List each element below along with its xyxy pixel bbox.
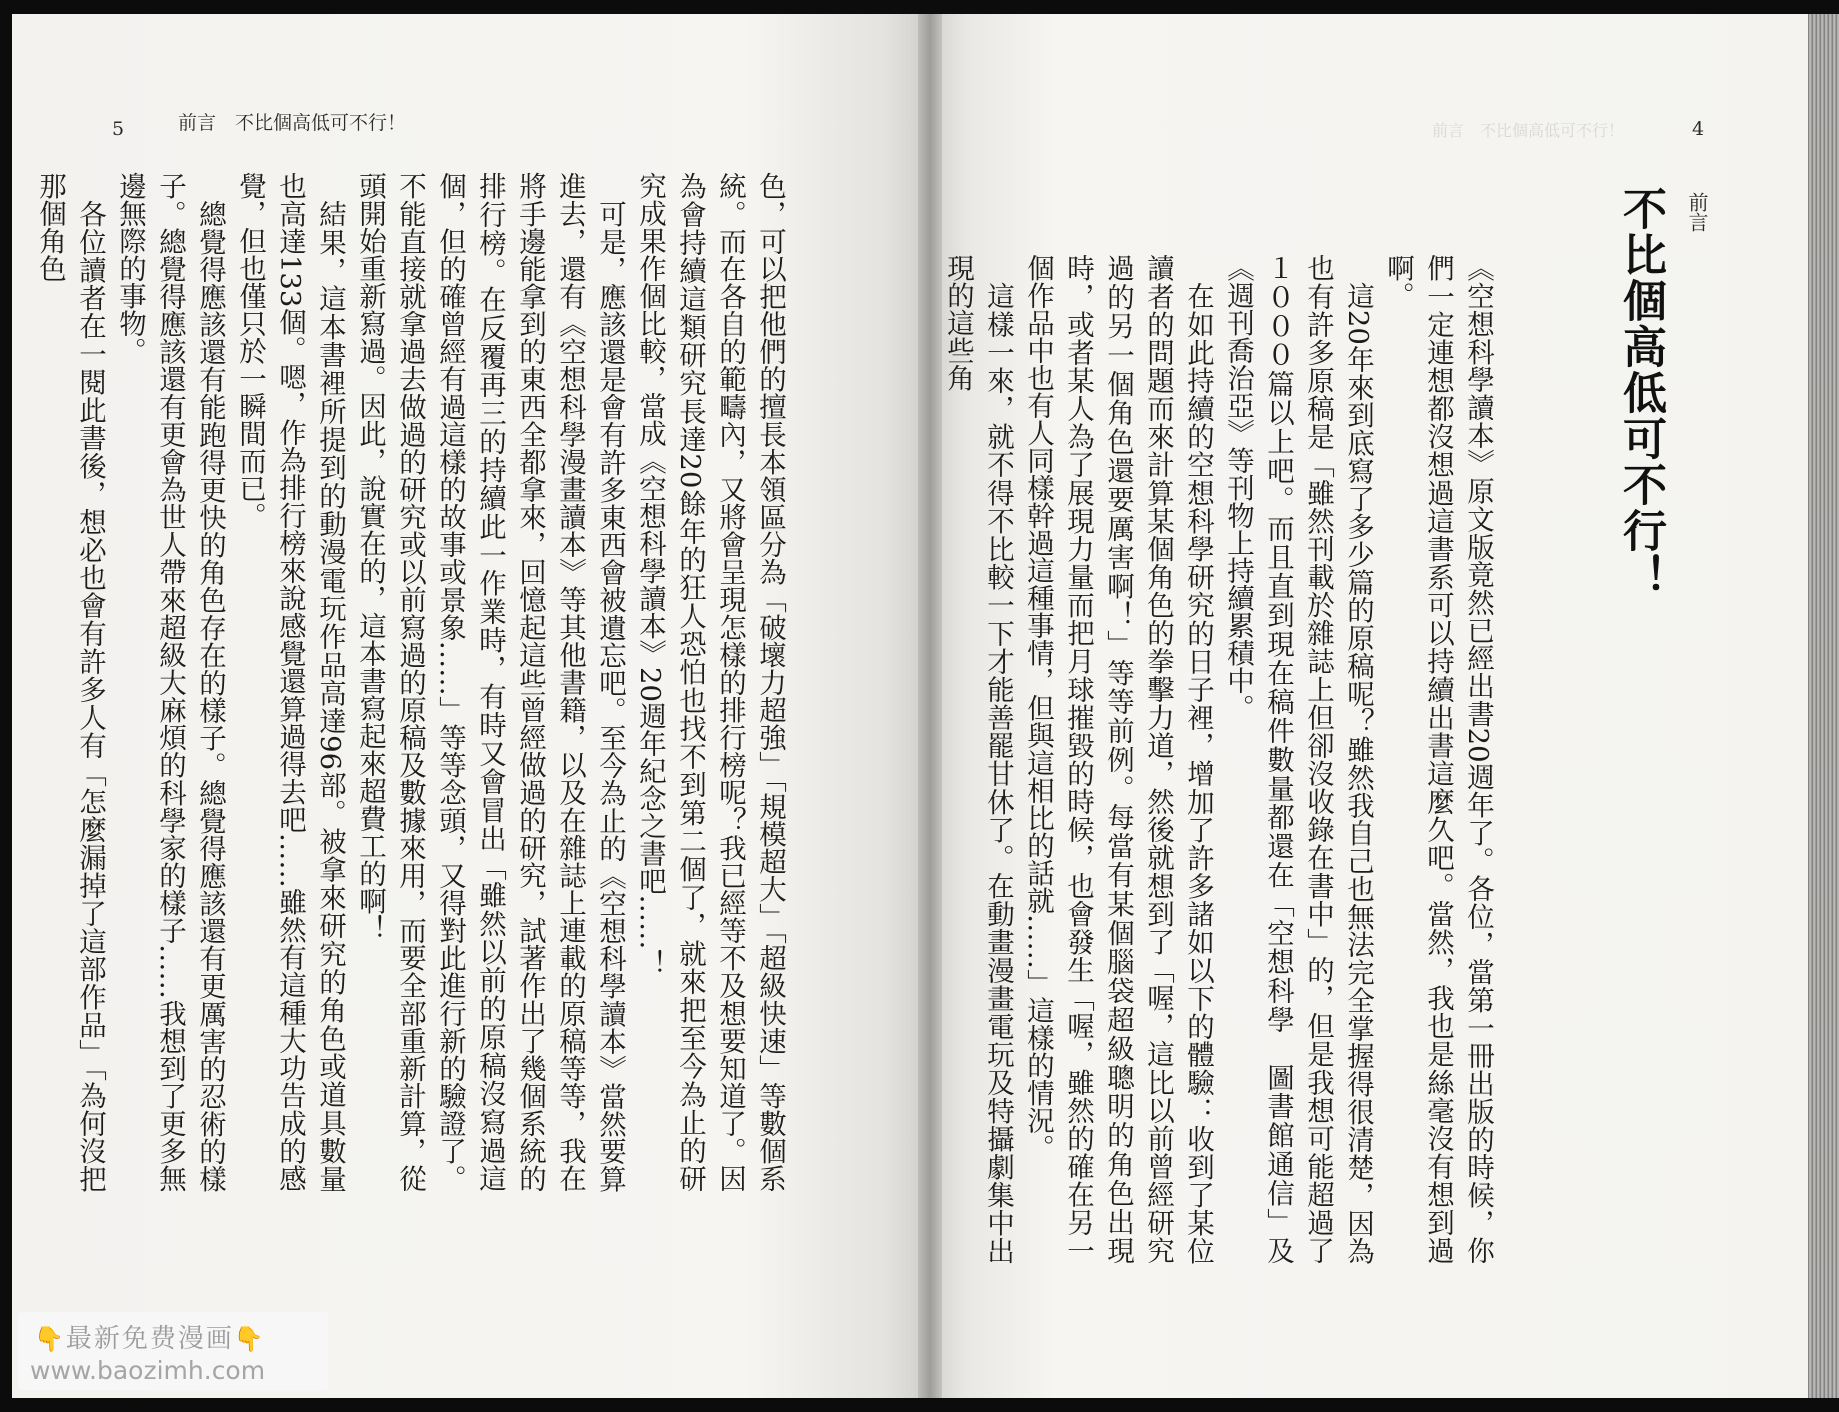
pointing-down-icon: 👇 [233, 1325, 266, 1353]
chapter-title: 不比個高低可不行！ [1615, 186, 1666, 600]
ghost-running-head: 前言 不比個高低可不行！ [1432, 121, 1625, 140]
paragraph: 各位讀者在一閱此書後，想必也會有許多人有「怎麼漏掉了這部作品」「為何沒把那個角色 [34, 172, 106, 1192]
paragraph: 這樣一來，就不得不比較一下才能善罷甘休了。在動畫漫畫電玩及特攝劇集中出現的這些角 [942, 254, 1014, 1264]
paragraph: 在如此持續的空想科學研究的日子裡，增加了許多諸如以下的體驗：收到了某位讀者的問題而來計算某個角色的拳擊力道，然後就想到了「喔，這比以前曾經研究過的另一個角色還要厲害啊！」等等前例。每當有某個腦袋超級聰明的角色出現時，或者某人為了展現力量而把月球摧毀的時候，也會發生「喔，雖然的確在另一個作品中也有人同樣幹過這種事情，但與這相比的話就……」這樣的情況。 [1022, 254, 1214, 1264]
watermark-text: 最新免费漫画 [65, 1324, 234, 1354]
right-body-text [942, 254, 1498, 1264]
paragraph: 結果，這本書裡所提到的動漫電玩作品高達96部。被拿來研究的角色或道具數量也高達133個。嗯，作為排行榜來說感覺還算過得去吧……雖然有這種大功告成的感覺，但也僅只於一瞬間而已。 [234, 172, 346, 1192]
paragraph: 總覺得應該還有能跑得更快的角色存在的樣子。總覺得應該還有更厲害的忍術的樣子。總覺得應該還有更會為世人帶來超級大麻煩的科學家的樣子……我想到了更多無邊無際的事物。 [114, 172, 226, 1192]
left-page-number: 5 [112, 118, 125, 140]
page-edge [1808, 14, 1839, 1398]
chapter-label: 前言 [1685, 192, 1709, 232]
paragraph: 色，可以把他們的擅長本領區分為「破壞力超強」「規模超大」「超級快速」等數個系統。而在各自的範疇內，又將會呈現怎樣的排行榜呢？我已經等不及想要知道了。因為會持續這類研究長達20餘年的狂人恐怕也找不到第二個了，就來把至今為止的研究成果作個比較，當成《空想科學讀本》20週年紀念之書吧……！ [634, 172, 786, 1192]
watermark-title [34, 1318, 266, 1355]
paragraph: 可是，應該還是會有許多東西會被遺忘吧。至今為止的《空想科學讀本》當然要算進去，還有《空想科學漫畫讀本》等其他書籍，以及在雜誌上連載的原稿等等，我在將手邊能拿到的東西全都拿來，回憶起這些曾經做過的研究，試著作出了幾個系統的排行榜。在反覆再三的持續此一作業時，有時又會冒出「雖然以前的原稿沒寫過這個，但的確曾經有過這樣的故事或景象……」等等念頭，又得對此進行新的驗證了。不能直接就拿過去做過的研究或以前寫過的原稿及數據來用，而要全部重新計算，從頭開始重新寫過。因此，說實在的，這本書寫起來超費工的啊！ [354, 172, 626, 1192]
left-body-text [34, 172, 790, 1192]
pointing-down-icon: 👇 [34, 1325, 66, 1353]
watermark-url[interactable]: www.baozimh.com [30, 1356, 266, 1385]
paragraph: 這20年來到底寫了多少篇的原稿呢？雖然我自己也無法完全掌握得很清楚，因為也有許多原稿是「雖然刊載於雜誌上但卻沒收錄在書中」的，但是我想可能超過了１０００篇以上吧。而且直到現在稿件數量都還在「空想科學 圖書館通信」及《週刊喬治亞》等刊物上持續累積中。 [1222, 254, 1374, 1264]
left-running-head: 前言 不比個高低可不行！ [178, 112, 407, 134]
right-page-number: 4 [1692, 118, 1705, 140]
paragraph: 《空想科學讀本》原文版竟然已經出書20週年了。各位，當第一冊出版的時候，你們一定連想都沒想過這書系可以持續出書這麼久吧。當然，我也是絲毫沒有想到過啊。 [1382, 254, 1494, 1264]
site-watermark[interactable] [18, 1312, 328, 1390]
